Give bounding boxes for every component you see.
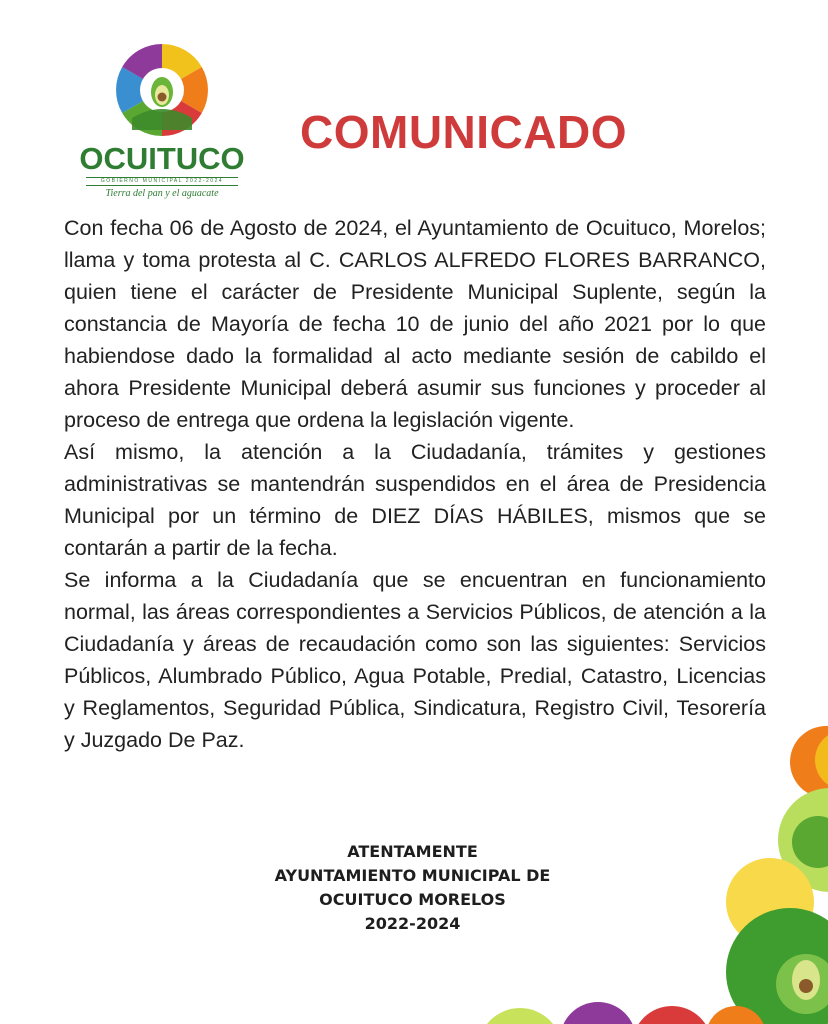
deco-circle-orange — [706, 1006, 766, 1024]
deco-circle-yellow — [726, 858, 814, 946]
deco-circle-green — [776, 954, 828, 1014]
avocado-icon — [792, 960, 820, 1000]
logo-wheel-icon — [112, 40, 212, 140]
communique-body — [64, 212, 766, 756]
avocado-seed-icon — [799, 979, 813, 993]
logo-motto: Tierra del pan y el aguacate — [105, 188, 219, 199]
deco-circle-orange — [790, 726, 828, 798]
page-title: COMUNICADO — [300, 106, 627, 158]
deco-circle-green — [778, 788, 828, 892]
logo-subtitle: GOBIERNO MUNICIPAL 2022-2024 — [86, 177, 238, 186]
logo-name: OCUITUCO — [79, 141, 245, 176]
signature-line: OCUITUCO MORELOS — [319, 890, 506, 909]
signature-line: ATENTAMENTE — [347, 842, 478, 861]
signature-block — [200, 840, 625, 936]
paragraph: Con fecha 06 de Agosto de 2024, el Ayuntamiento de Ocuituco, Morelos; llama y toma protesta al C. CARLOS ALFREDO FLORES BARRANCO, quien tiene el carácter de Presidente Municipal Suplente, según la constancia de Mayoría de fecha 10 de junio del año 2021 por lo que habiendose dado la formalidad al acto mediante sesión de cabildo el ahora Presidente Municipal deberá asumir sus funciones y proceder al proceso de entrega que ordena la legislación vigente. — [64, 216, 766, 432]
signature-line: AYUNTAMIENTO MUNICIPAL DE — [274, 866, 551, 885]
deco-circle-green — [478, 1008, 562, 1024]
deco-circle-purple — [560, 1002, 636, 1024]
deco-circle-red — [632, 1006, 712, 1024]
municipal-logo — [74, 38, 250, 198]
paragraph: Así mismo, la atención a la Ciudadanía, trámites y gestiones administrativas se mantendrán suspendidos en el área de Presidencia Municipal por un término de DIEZ DÍAS HÁBILES, mismos que se contarán a partir de la fecha. — [64, 440, 766, 560]
deco-circle-green — [792, 816, 828, 868]
paragraph: Se informa a la Ciudadanía que se encuentran en funcionamiento normal, las áreas correspondientes a Servicios Públicos, de atención a la Ciudadanía y áreas de recaudación como son las siguientes: Servicios Públicos, Alumbrado Público, Agua Potable, Predial, Catastro, Licencias y Reglamentos, Seguridad Pública, Sindicatura, Registro Civil, Tesorería y Juzgado De Paz. — [64, 568, 766, 752]
deco-circle-yellow — [815, 730, 828, 790]
signature-line: 2022-2024 — [364, 914, 461, 933]
deco-circle-green — [726, 908, 828, 1024]
